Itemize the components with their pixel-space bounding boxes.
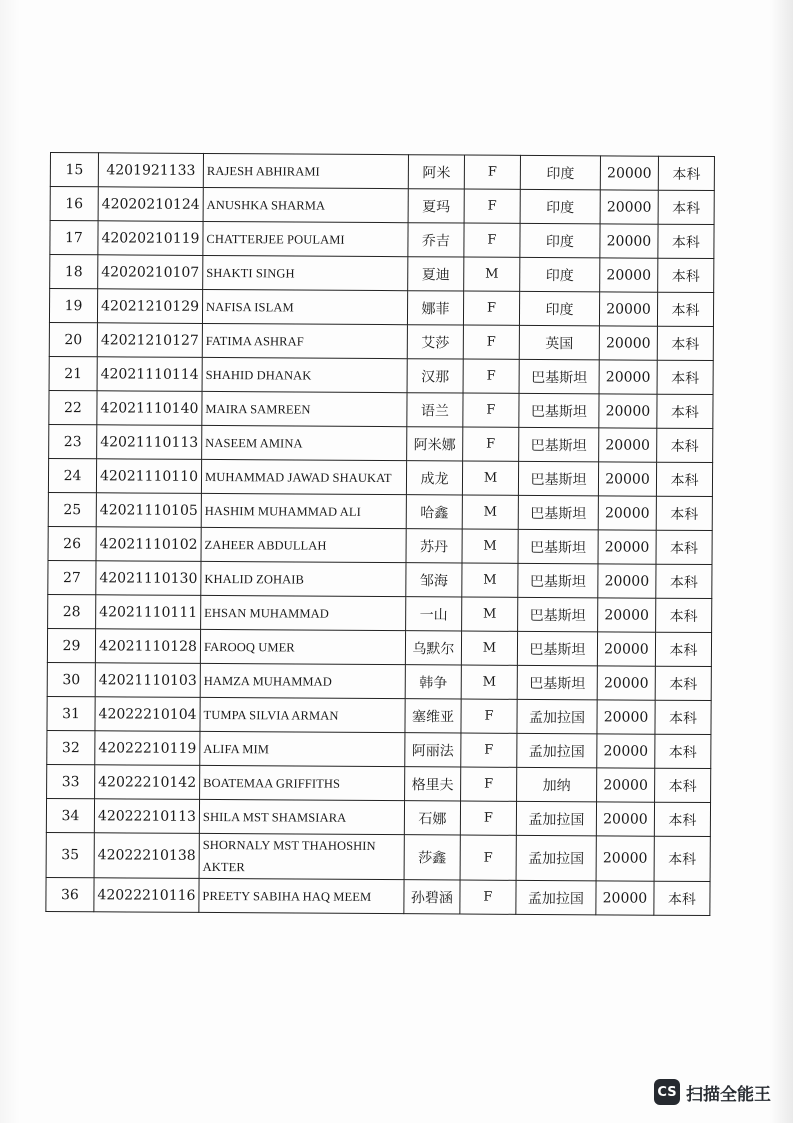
student-id-cell: 42020210119 (98, 221, 203, 256)
table-row (49, 356, 713, 394)
table-row (49, 424, 713, 462)
table-row (46, 877, 710, 915)
gender-cell: F (464, 223, 520, 257)
scholarship-amount-cell: 20000 (599, 428, 657, 462)
scholarship-amount-cell: 20000 (599, 292, 657, 326)
chinese-name-cell: 阿米娜 (407, 427, 463, 461)
country-cell: 孟加拉国 (516, 801, 596, 835)
scholarship-amount-cell: 20000 (600, 224, 658, 258)
student-id-cell: 42021110111 (96, 595, 201, 630)
table-row (49, 322, 713, 360)
table-row (47, 662, 711, 700)
student-name-cell: PREETY SABIHA HAQ MEEM (199, 878, 404, 913)
row-number-cell: 25 (48, 492, 96, 526)
student-id-cell: 42021110130 (96, 561, 201, 596)
scholarship-amount-cell: 20000 (596, 836, 654, 881)
row-number-cell: 17 (50, 221, 98, 255)
chinese-name-cell: 阿丽法 (405, 733, 461, 767)
table-row (47, 696, 711, 734)
chinese-name-cell: 成龙 (406, 461, 462, 495)
gender-cell: F (464, 189, 520, 223)
table-row (48, 526, 712, 564)
country-cell: 孟加拉国 (516, 835, 596, 880)
table-row (47, 764, 711, 802)
row-number-cell: 26 (48, 526, 96, 560)
chinese-name-cell: 艾莎 (407, 325, 463, 359)
country-cell: 印度 (520, 155, 600, 189)
row-number-cell: 20 (49, 322, 97, 356)
gender-cell: M (462, 597, 518, 631)
degree-level-cell: 本科 (657, 292, 713, 326)
degree-level-cell: 本科 (658, 190, 714, 224)
scholarship-amount-cell: 20000 (598, 530, 656, 564)
degree-level-cell: 本科 (657, 360, 713, 394)
student-name-cell: MAIRA SAMREEN (202, 391, 407, 426)
gender-cell: F (464, 155, 520, 189)
gender-cell: M (462, 495, 518, 529)
student-name-cell: CHATTERJEE POULAMI (203, 221, 408, 256)
chinese-name-cell: 韩争 (405, 665, 461, 699)
degree-level-cell: 本科 (654, 802, 710, 836)
scholarship-amount-cell: 20000 (597, 700, 655, 734)
chinese-name-cell: 乌默尔 (405, 631, 461, 665)
scholarship-amount-cell: 20000 (598, 462, 656, 496)
country-cell: 巴基斯坦 (519, 359, 599, 393)
table-row (50, 187, 714, 225)
student-name-cell: HAMZA MUHAMMAD (200, 663, 405, 698)
gender-cell: F (463, 325, 519, 359)
row-number-cell: 23 (49, 424, 97, 458)
scholarship-amount-cell: 20000 (597, 666, 655, 700)
gender-cell: M (461, 665, 517, 699)
chinese-name-cell: 一山 (406, 597, 462, 631)
country-cell: 孟加拉国 (517, 699, 597, 733)
row-number-cell: 33 (47, 764, 95, 798)
student-id-cell: 42021110102 (96, 527, 201, 562)
degree-level-cell: 本科 (657, 428, 713, 462)
country-cell: 巴基斯坦 (519, 427, 599, 461)
degree-level-cell: 本科 (655, 632, 711, 666)
student-id-cell: 42021110114 (97, 357, 202, 392)
degree-level-cell: 本科 (656, 496, 712, 530)
chinese-name-cell: 塞维亚 (405, 699, 461, 733)
country-cell: 巴基斯坦 (518, 461, 598, 495)
table-row (47, 628, 711, 666)
table-row (46, 798, 710, 836)
table-row (48, 458, 712, 496)
degree-level-cell: 本科 (658, 156, 714, 190)
degree-level-cell: 本科 (654, 836, 710, 881)
student-id-cell: 42020210107 (98, 255, 203, 290)
row-number-cell: 15 (50, 153, 98, 187)
degree-level-cell: 本科 (654, 881, 710, 915)
table-row (50, 255, 714, 293)
student-name-cell: FATIMA ASHRAF (202, 323, 407, 358)
gender-cell: M (461, 631, 517, 665)
chinese-name-cell: 阿米 (408, 155, 464, 189)
chinese-name-cell: 哈鑫 (406, 495, 462, 529)
gender-cell: F (461, 733, 517, 767)
scholarship-amount-cell: 20000 (597, 632, 655, 666)
scholarship-amount-cell: 20000 (596, 802, 654, 836)
row-number-cell: 32 (47, 730, 95, 764)
country-cell: 英国 (519, 325, 599, 359)
degree-level-cell: 本科 (655, 768, 711, 802)
student-name-cell: SHORNALY MST THAHOSHIN AKTER (199, 833, 404, 879)
country-cell: 巴基斯坦 (518, 563, 598, 597)
student-id-cell: 42021110103 (95, 663, 200, 698)
student-name-cell: NAFISA ISLAM (202, 289, 407, 324)
degree-level-cell: 本科 (655, 734, 711, 768)
student-id-cell: 42022210116 (94, 878, 199, 913)
student-name-cell: SHAHID DHANAK (202, 357, 407, 392)
table-row (49, 390, 713, 428)
gender-cell: M (462, 563, 518, 597)
chinese-name-cell: 夏迪 (408, 257, 464, 291)
student-name-cell: EHSAN MUHAMMAD (201, 595, 406, 630)
gender-cell: F (461, 699, 517, 733)
country-cell: 印度 (520, 257, 600, 291)
watermark-text: 扫描全能王 (686, 1084, 771, 1105)
chinese-name-cell: 石娜 (404, 801, 460, 835)
chinese-name-cell: 乔吉 (408, 223, 464, 257)
gender-cell: F (461, 767, 517, 801)
gender-cell: F (460, 880, 516, 914)
student-id-cell: 42022210138 (94, 833, 199, 879)
gender-cell: F (463, 393, 519, 427)
student-id-cell: 42021210127 (97, 323, 202, 358)
country-cell: 印度 (519, 291, 599, 325)
student-id-cell: 42022210104 (95, 697, 200, 732)
student-name-cell: HASHIM MUHAMMAD ALI (201, 493, 406, 528)
degree-level-cell: 本科 (657, 326, 713, 360)
scholarship-amount-cell: 20000 (598, 598, 656, 632)
chinese-name-cell: 娜菲 (407, 291, 463, 325)
gender-cell: M (462, 461, 518, 495)
table-row (50, 153, 714, 191)
degree-level-cell: 本科 (655, 666, 711, 700)
row-number-cell: 27 (48, 560, 96, 594)
gender-cell: M (462, 529, 518, 563)
row-number-cell: 29 (47, 628, 95, 662)
student-id-cell: 4201921133 (98, 153, 203, 188)
country-cell: 巴基斯坦 (517, 631, 597, 665)
country-cell: 巴基斯坦 (518, 495, 598, 529)
degree-level-cell: 本科 (656, 598, 712, 632)
chinese-name-cell: 语兰 (407, 393, 463, 427)
table-row (48, 560, 712, 598)
student-name-cell: BOATEMAA GRIFFITHS (200, 765, 405, 800)
student-name-cell: ZAHEER ABDULLAH (201, 527, 406, 562)
country-cell: 巴基斯坦 (519, 393, 599, 427)
row-number-cell: 28 (48, 594, 96, 628)
student-name-cell: RAJESH ABHIRAMI (203, 153, 408, 188)
roster-body (46, 153, 715, 916)
degree-level-cell: 本科 (657, 394, 713, 428)
scholarship-amount-cell: 20000 (599, 326, 657, 360)
table-row (47, 730, 711, 768)
chinese-name-cell: 格里夫 (405, 767, 461, 801)
scholarship-amount-cell: 20000 (597, 768, 655, 802)
row-number-cell: 36 (46, 877, 94, 911)
degree-level-cell: 本科 (656, 530, 712, 564)
student-id-cell: 42021110140 (97, 391, 202, 426)
chinese-name-cell: 邹海 (406, 563, 462, 597)
scholarship-amount-cell: 20000 (596, 881, 654, 915)
scholarship-amount-cell: 20000 (598, 564, 656, 598)
chinese-name-cell: 汉那 (407, 359, 463, 393)
degree-level-cell: 本科 (658, 224, 714, 258)
scholarship-amount-cell: 20000 (600, 190, 658, 224)
country-cell: 印度 (520, 223, 600, 257)
student-id-cell: 42021110105 (96, 493, 201, 528)
gender-cell: F (460, 835, 516, 880)
gender-cell: F (463, 291, 519, 325)
camscanner-watermark (654, 1079, 771, 1105)
student-id-cell: 42020210124 (98, 187, 203, 222)
student-id-cell: 42021210129 (97, 289, 202, 324)
scholarship-amount-cell: 20000 (597, 734, 655, 768)
student-name-cell: ALIFA MIM (200, 731, 405, 766)
gender-cell: F (463, 359, 519, 393)
degree-level-cell: 本科 (656, 564, 712, 598)
student-roster-table (45, 152, 715, 916)
gender-cell: M (464, 257, 520, 291)
row-number-cell: 30 (47, 662, 95, 696)
chinese-name-cell: 夏玛 (408, 189, 464, 223)
student-name-cell: SHAKTI SINGH (203, 255, 408, 290)
student-name-cell: FAROOQ UMER (200, 629, 405, 664)
scholarship-amount-cell: 20000 (600, 156, 658, 190)
student-name-cell: ANUSHKA SHARMA (203, 187, 408, 222)
student-id-cell: 42022210142 (95, 765, 200, 800)
country-cell: 巴基斯坦 (518, 529, 598, 563)
student-name-cell: SHILA MST SHAMSIARA (199, 799, 404, 834)
student-id-cell: 42021110110 (96, 459, 201, 494)
country-cell: 巴基斯坦 (517, 665, 597, 699)
table-row (46, 832, 710, 881)
table-row (48, 594, 712, 632)
student-name-cell: KHALID ZOHAIB (201, 561, 406, 596)
degree-level-cell: 本科 (655, 700, 711, 734)
chinese-name-cell: 莎鑫 (404, 835, 460, 880)
row-number-cell: 18 (50, 255, 98, 289)
student-id-cell: 42021110113 (97, 425, 202, 460)
student-name-cell: TUMPA SILVIA ARMAN (200, 697, 405, 732)
student-id-cell: 42022210113 (94, 799, 199, 834)
scholarship-amount-cell: 20000 (598, 496, 656, 530)
table-row (49, 289, 713, 327)
table-row (48, 492, 712, 530)
row-number-cell: 31 (47, 696, 95, 730)
student-name-cell: NASEEM AMINA (202, 425, 407, 460)
scholarship-amount-cell: 20000 (599, 360, 657, 394)
chinese-name-cell: 孙碧涵 (404, 880, 460, 914)
row-number-cell: 22 (49, 390, 97, 424)
scholarship-amount-cell: 20000 (600, 258, 658, 292)
gender-cell: F (463, 427, 519, 461)
table-row (50, 221, 714, 259)
row-number-cell: 34 (46, 798, 94, 832)
country-cell: 印度 (520, 189, 600, 223)
student-name-cell: MUHAMMAD JAWAD SHAUKAT (201, 459, 406, 494)
camscanner-logo-icon: CS (654, 1079, 680, 1105)
row-number-cell: 19 (49, 289, 97, 323)
degree-level-cell: 本科 (656, 462, 712, 496)
student-id-cell: 42021110128 (95, 629, 200, 664)
row-number-cell: 16 (50, 187, 98, 221)
chinese-name-cell: 苏丹 (406, 529, 462, 563)
country-cell: 加纳 (517, 767, 597, 801)
student-id-cell: 42022210119 (95, 731, 200, 766)
scholarship-amount-cell: 20000 (599, 394, 657, 428)
row-number-cell: 21 (49, 356, 97, 390)
row-number-cell: 24 (48, 458, 96, 492)
country-cell: 巴基斯坦 (518, 597, 598, 631)
gender-cell: F (460, 801, 516, 835)
country-cell: 孟加拉国 (517, 733, 597, 767)
row-number-cell: 35 (46, 832, 94, 877)
degree-level-cell: 本科 (658, 258, 714, 292)
country-cell: 孟加拉国 (516, 880, 596, 914)
